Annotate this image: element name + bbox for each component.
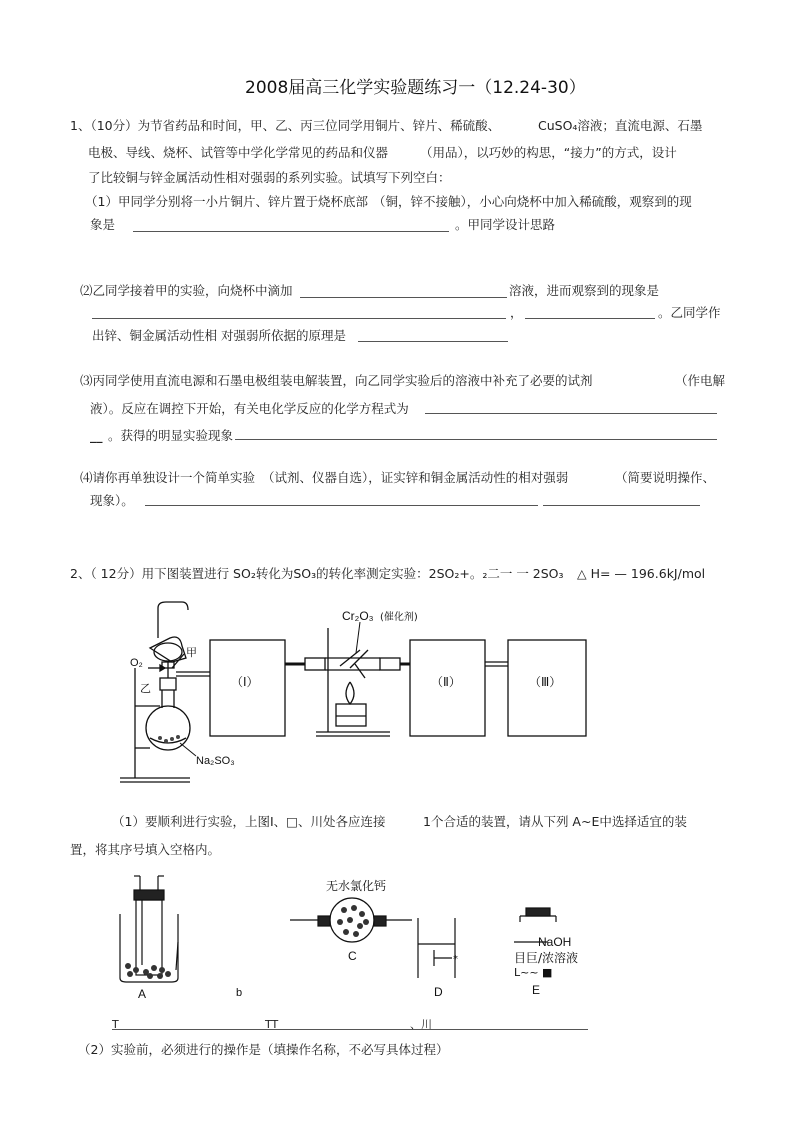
answer-blank[interactable] bbox=[300, 297, 507, 298]
answer-blank[interactable] bbox=[235, 439, 717, 440]
option-a-label: A bbox=[138, 987, 147, 1001]
q1-part4-b: （试剂、仪器自选），证实锌和铜金属活动性的相对强弱 bbox=[262, 470, 569, 485]
page-title: 2008届高三化学实验题练习一（12.24-30） bbox=[245, 78, 586, 98]
q1-line3: 了比较铜与锌金属活动性相对强弱的系列实验。试填写下列空白： bbox=[88, 170, 451, 185]
catalyst-formula: Cr₂O₃ bbox=[342, 609, 374, 623]
label-jia: 甲 bbox=[186, 646, 197, 659]
q1-line2a: 电极、导线、烧杯、试管等中学化学常见的药品和仪器 bbox=[88, 145, 389, 160]
option-e-naoh: NaOH bbox=[538, 935, 572, 949]
q1-part4-d: 现象）。 bbox=[90, 493, 134, 508]
option-e-label: E bbox=[532, 983, 541, 997]
q1-part2-e: 出锌、铜金属活动性相 对强弱所依据的原理是 bbox=[92, 328, 346, 343]
option-c-label: C bbox=[348, 949, 357, 963]
answer-label-2: TT bbox=[265, 1018, 279, 1031]
option-c-reagent: 无水氯化钙 bbox=[326, 879, 387, 893]
options-figure bbox=[100, 870, 620, 1010]
q1-line2b: （用品），以巧妙的构思，“接力”的方式，设计 bbox=[420, 145, 677, 160]
answer-blank[interactable] bbox=[425, 413, 717, 414]
q1-part2-c: ， bbox=[510, 305, 523, 320]
q2-sub1-c: 置，将其序号填入空格内。 bbox=[70, 842, 221, 857]
q1-line1-end: CuSO₄溶液；直流电源、石墨 bbox=[538, 118, 703, 133]
label-na2so3: Na₂SO₃ bbox=[196, 755, 235, 767]
option-e-mark: L~~ ■ bbox=[514, 966, 553, 979]
q2-sub1-a: （1）要顺利进行实验，上图Ⅰ、□、川处各应连接 bbox=[112, 814, 386, 829]
q1-part3-b: （作电解 bbox=[675, 373, 726, 388]
q2-sub1-b: 1个合适的装置，请从下列 A~E中选择适宜的装 bbox=[423, 814, 687, 829]
answer-blank[interactable] bbox=[92, 318, 506, 319]
box-2-label: （Ⅱ） bbox=[431, 675, 461, 689]
q1-part3-c: 液）。反应在调控下开始，有关电化学反应的化学方程式为 bbox=[90, 401, 409, 416]
label-o2: O₂ bbox=[130, 657, 143, 669]
box-1-label: （Ⅰ） bbox=[231, 675, 259, 689]
answer-blank[interactable] bbox=[525, 318, 655, 319]
answer-label-3: 、川 bbox=[410, 1018, 432, 1031]
catalyst-label: (催化剂) bbox=[380, 612, 418, 623]
q1-part3-e: 。获得的明显实验现象 bbox=[108, 428, 234, 443]
q1-part4-a: ⑷请你再单独设计一个简单实验 bbox=[80, 470, 256, 485]
q1-part1-c: 象是 bbox=[90, 217, 116, 232]
q1-line1: 1、（10分）为节省药品和时间，甲、乙、丙三位同学用铜片、锌片、稀硫酸、 bbox=[70, 118, 501, 133]
q1-part2-b: 溶液，进而观察到的现象是 bbox=[509, 283, 660, 298]
answer-blank[interactable] bbox=[112, 1029, 588, 1030]
q1-part2-d: 。乙同学作 bbox=[658, 305, 721, 320]
q2-sub2: （2）实验前，必须进行的操作是（填操作名称，不必写具体过程） bbox=[78, 1042, 449, 1057]
q1-part3-d: __ bbox=[90, 428, 103, 443]
option-d-label: D bbox=[434, 985, 443, 999]
q1-part4-c: （简要说明操作、 bbox=[615, 470, 716, 485]
answer-blank[interactable] bbox=[145, 505, 538, 506]
q1-part1-b: （铜，锌不接触），小心向烧杯中加入稀硫酸，观察到的现 bbox=[373, 194, 692, 209]
q1-part1-d: 。甲同学设计思路 bbox=[455, 217, 556, 232]
q2-line1: 2、（ 12分）用下图装置进行 SO₂转化为SO₃的转化率测定实验：2SO₂+。₂二一 一 2SO₃ bbox=[70, 566, 564, 581]
option-b-label: b bbox=[236, 987, 243, 999]
q1-part2-a: ⑵乙同学接着甲的实验，向烧杯中滴加 bbox=[80, 283, 293, 298]
label-yi: 乙 bbox=[140, 682, 151, 695]
q2-line1-end: △ H= — 196.6kJ/mol bbox=[577, 566, 706, 581]
answer-blank[interactable] bbox=[133, 231, 449, 232]
answer-label-1: T bbox=[112, 1018, 119, 1031]
option-e-solution: 目巨/浓溶液 bbox=[514, 951, 579, 965]
answer-blank[interactable] bbox=[358, 341, 508, 342]
apparatus-figure bbox=[110, 598, 600, 798]
option-d-mark: * bbox=[453, 954, 458, 965]
answer-blank[interactable] bbox=[543, 505, 700, 506]
box-3-label: （Ⅲ） bbox=[529, 675, 562, 689]
q1-part3-a: ⑶丙同学使用直流电源和石墨电极组装电解装置，向乙同学实验后的溶液中补充了必要的试剂 bbox=[80, 373, 593, 388]
q1-part1-a: （1）甲同学分别将一小片铜片、锌片置于烧杯底部 bbox=[85, 194, 368, 209]
